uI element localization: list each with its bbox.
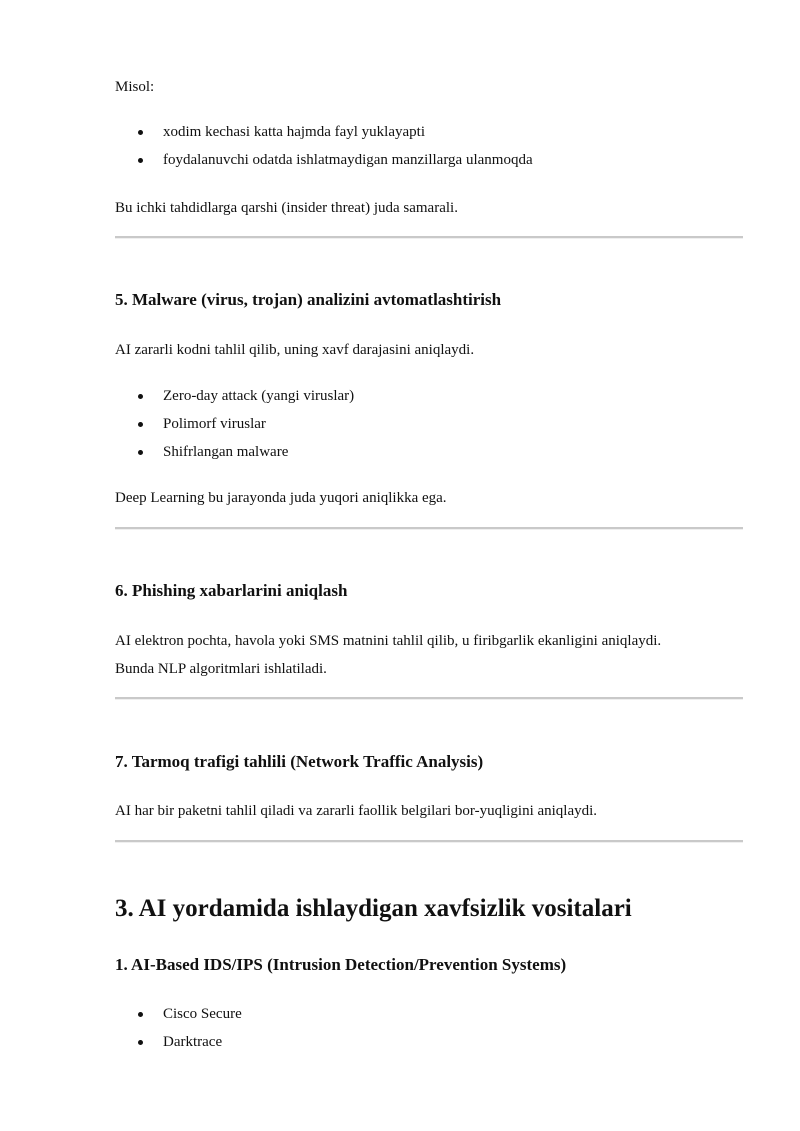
section-6-heading: 6. Phishing xabarlarini aniqlash bbox=[115, 581, 348, 600]
divider bbox=[115, 840, 743, 842]
subsection-1-list bbox=[115, 1004, 242, 1060]
list-item: Polimorf viruslar bbox=[115, 414, 354, 434]
section-5-list bbox=[115, 386, 354, 470]
example-label: Misol: bbox=[115, 79, 155, 95]
subsection-1-heading: 1. AI-Based IDS/IPS (Intrusion Detection/Prevention Systems) bbox=[115, 955, 567, 974]
list-item: Darktrace bbox=[115, 1032, 242, 1052]
divider bbox=[115, 697, 743, 699]
divider bbox=[115, 236, 743, 238]
list-item: xodim kechasi katta hajmda fayl yuklayapti bbox=[115, 122, 533, 142]
section-6-text-line1: AI elektron pochta, havola yoki SMS matnini tahlil qilib, u firibgarlik ekanligini aniqlaydi. bbox=[115, 633, 662, 649]
list-item: Cisco Secure bbox=[115, 1004, 242, 1024]
section-7-text: AI har bir paketni tahlil qiladi va zararli faollik belgilari bor-yuqligini aniqlaydi. bbox=[115, 803, 598, 819]
chapter-3-title: 3. AI yordamida ishlaydigan xavfsizlik vositalari bbox=[115, 895, 632, 922]
example-list bbox=[115, 122, 533, 178]
section-7-heading: 7. Tarmoq trafigi tahlili (Network Traffic Analysis) bbox=[115, 752, 484, 771]
section-5-note: Deep Learning bu jarayonda juda yuqori aniqlikka ega. bbox=[115, 490, 447, 506]
list-item: Zero-day attack (yangi viruslar) bbox=[115, 386, 354, 406]
section-5-text: AI zararli kodni tahlil qilib, uning xavf darajasini aniqlaydi. bbox=[115, 342, 475, 358]
insider-threat-note: Bu ichki tahdidlarga qarshi (insider threat) juda samarali. bbox=[115, 200, 458, 216]
divider bbox=[115, 527, 743, 529]
section-5-heading: 5. Malware (virus, trojan) analizini avtomatlashtirish bbox=[115, 290, 502, 309]
section-6-text-line2: Bunda NLP algoritmlari ishlatiladi. bbox=[115, 661, 327, 677]
list-item: foydalanuvchi odatda ishlatmaydigan manzillarga ulanmoqda bbox=[115, 150, 533, 170]
list-item: Shifrlangan malware bbox=[115, 442, 354, 462]
